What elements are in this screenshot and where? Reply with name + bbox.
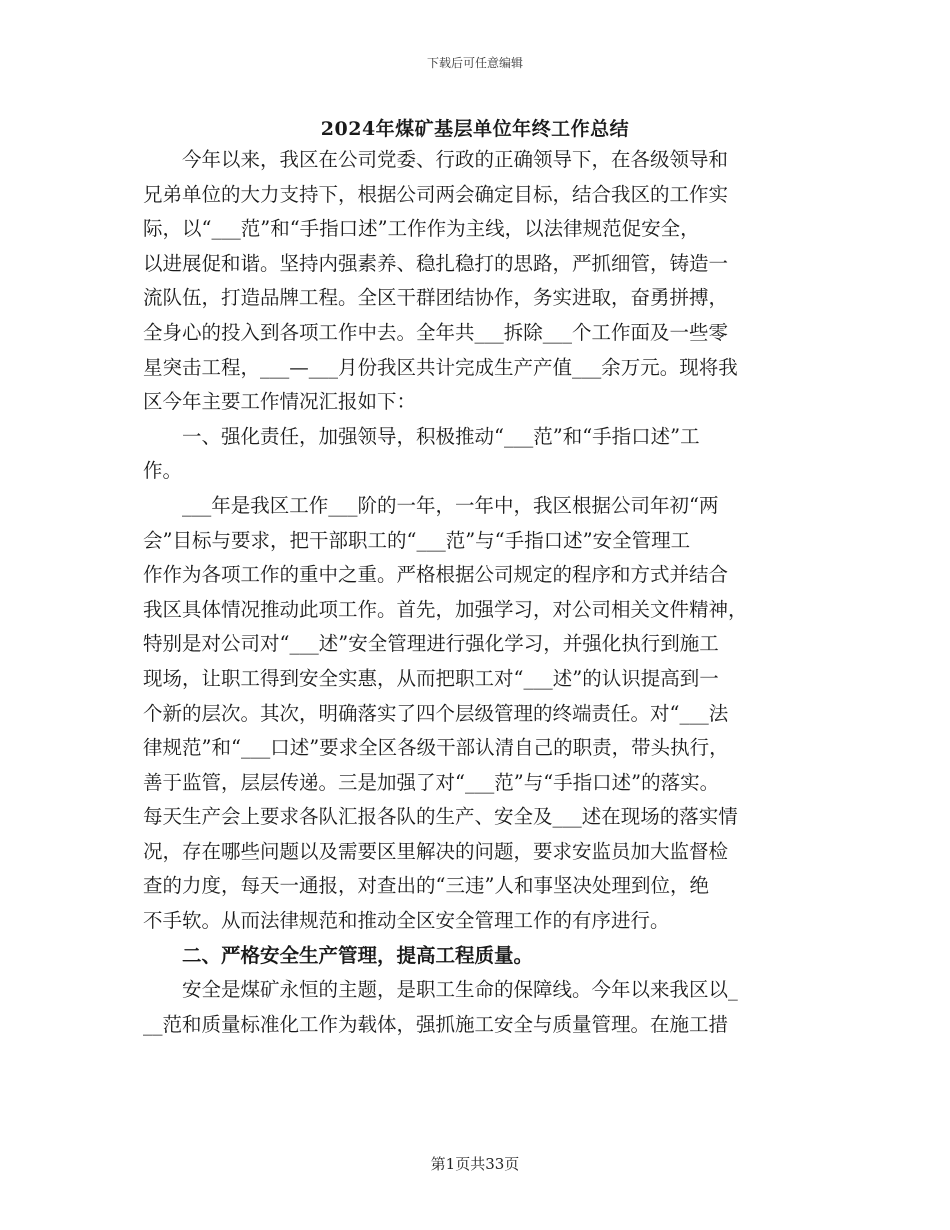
paragraph-line: 特别是对公司对“___述”安全管理进行强化学习，并强化执行到施工: [143, 632, 719, 656]
paragraph-line: 以进展促和谐。坚持内强素养、稳扎稳打的思路，严抓细管，铸造一: [143, 251, 729, 275]
paragraph-line: 星突击工程，___—___月份我区共计完成生产产值___余万元。现将我: [143, 355, 738, 379]
paragraph-line: 作作为各项工作的重中之重。严格根据公司规定的程序和方式并结合: [143, 563, 729, 587]
paragraph-line: 安全是煤矿永恒的主题，是职工生命的保障线。今年以来我区以_: [143, 978, 738, 1002]
paragraph-line: 一、强化责任，加强领导，积极推动“___范”和“手指口述”工: [143, 424, 700, 448]
paragraph-line: __范和质量标准化工作为载体，强抓施工安全与质量管理。在施工措: [143, 1012, 729, 1036]
section-heading-line: 二、严格安全生产管理，提高工程质量。: [143, 943, 534, 967]
paragraph-line: 现场，让职工得到安全实惠，从而把职工对“___述”的认识提高到一: [143, 666, 719, 690]
paragraph-line: 全身心的投入到各项工作中去。全年共___拆除___个工作面及一些零: [143, 320, 729, 344]
paragraph-line: 查的力度，每天一通报，对查出的“三违”人和事坚决处理到位，绝: [143, 874, 709, 898]
paragraph-line: 善于监管，层层传递。三是加强了对“___范”与“手指口述”的落实。: [143, 770, 720, 794]
document-title: 2024年煤矿基层单位年终工作总结: [320, 118, 630, 140]
paragraph-line: ___年是我区工作___阶的一年，一年中，我区根据公司年初“两: [143, 493, 719, 517]
paragraph-line: 每天生产会上要求各队汇报各队的生产、安全及___述在现场的落实情: [143, 805, 738, 829]
paragraph-line: 今年以来，我区在公司党委、行政的正确领导下，在各级领导和: [143, 148, 729, 171]
paragraph-line: 况，存在哪些问题以及需要区里解决的问题，要求安监员加大监督检: [143, 839, 729, 863]
document-body: [143, 143, 811, 1042]
paragraph-line: 我区具体情况推动此项工作。首先，加强学习，对公司相关文件精神，: [143, 597, 748, 621]
paragraph-line: 律规范”和“___口述”要求全区各级干部认清自己的职责，带头执行，: [143, 736, 729, 760]
paragraph-line: 际，以“___范”和“手指口述”工作作为主线，以法律规范促安全，: [143, 217, 700, 241]
header-note: 下载后可任意编辑: [426, 56, 523, 70]
paragraph-line: 区今年主要工作情况汇报如下：: [143, 390, 417, 414]
paragraph-line: 流队伍，打造品牌工程。全区干群团结协作，务实进取，奋勇拼搏，: [143, 286, 729, 310]
paragraph-line: 作。: [143, 459, 183, 483]
paragraph-line: 兄弟单位的大力支持下，根据公司两会确定目标，结合我区的工作实: [143, 182, 729, 206]
paragraph-line: 个新的层次。其次，明确落实了四个层级管理的终端责任。对“___法: [143, 701, 729, 725]
paragraph-line: 不手软。从而法律规范和推动全区安全管理工作的有序进行。: [143, 909, 670, 933]
page-number-footer: 第1页共33页: [430, 1155, 520, 1173]
paragraph-line: 会”目标与要求，把干部职工的“___范”与“手指口述”安全管理工: [143, 528, 691, 552]
